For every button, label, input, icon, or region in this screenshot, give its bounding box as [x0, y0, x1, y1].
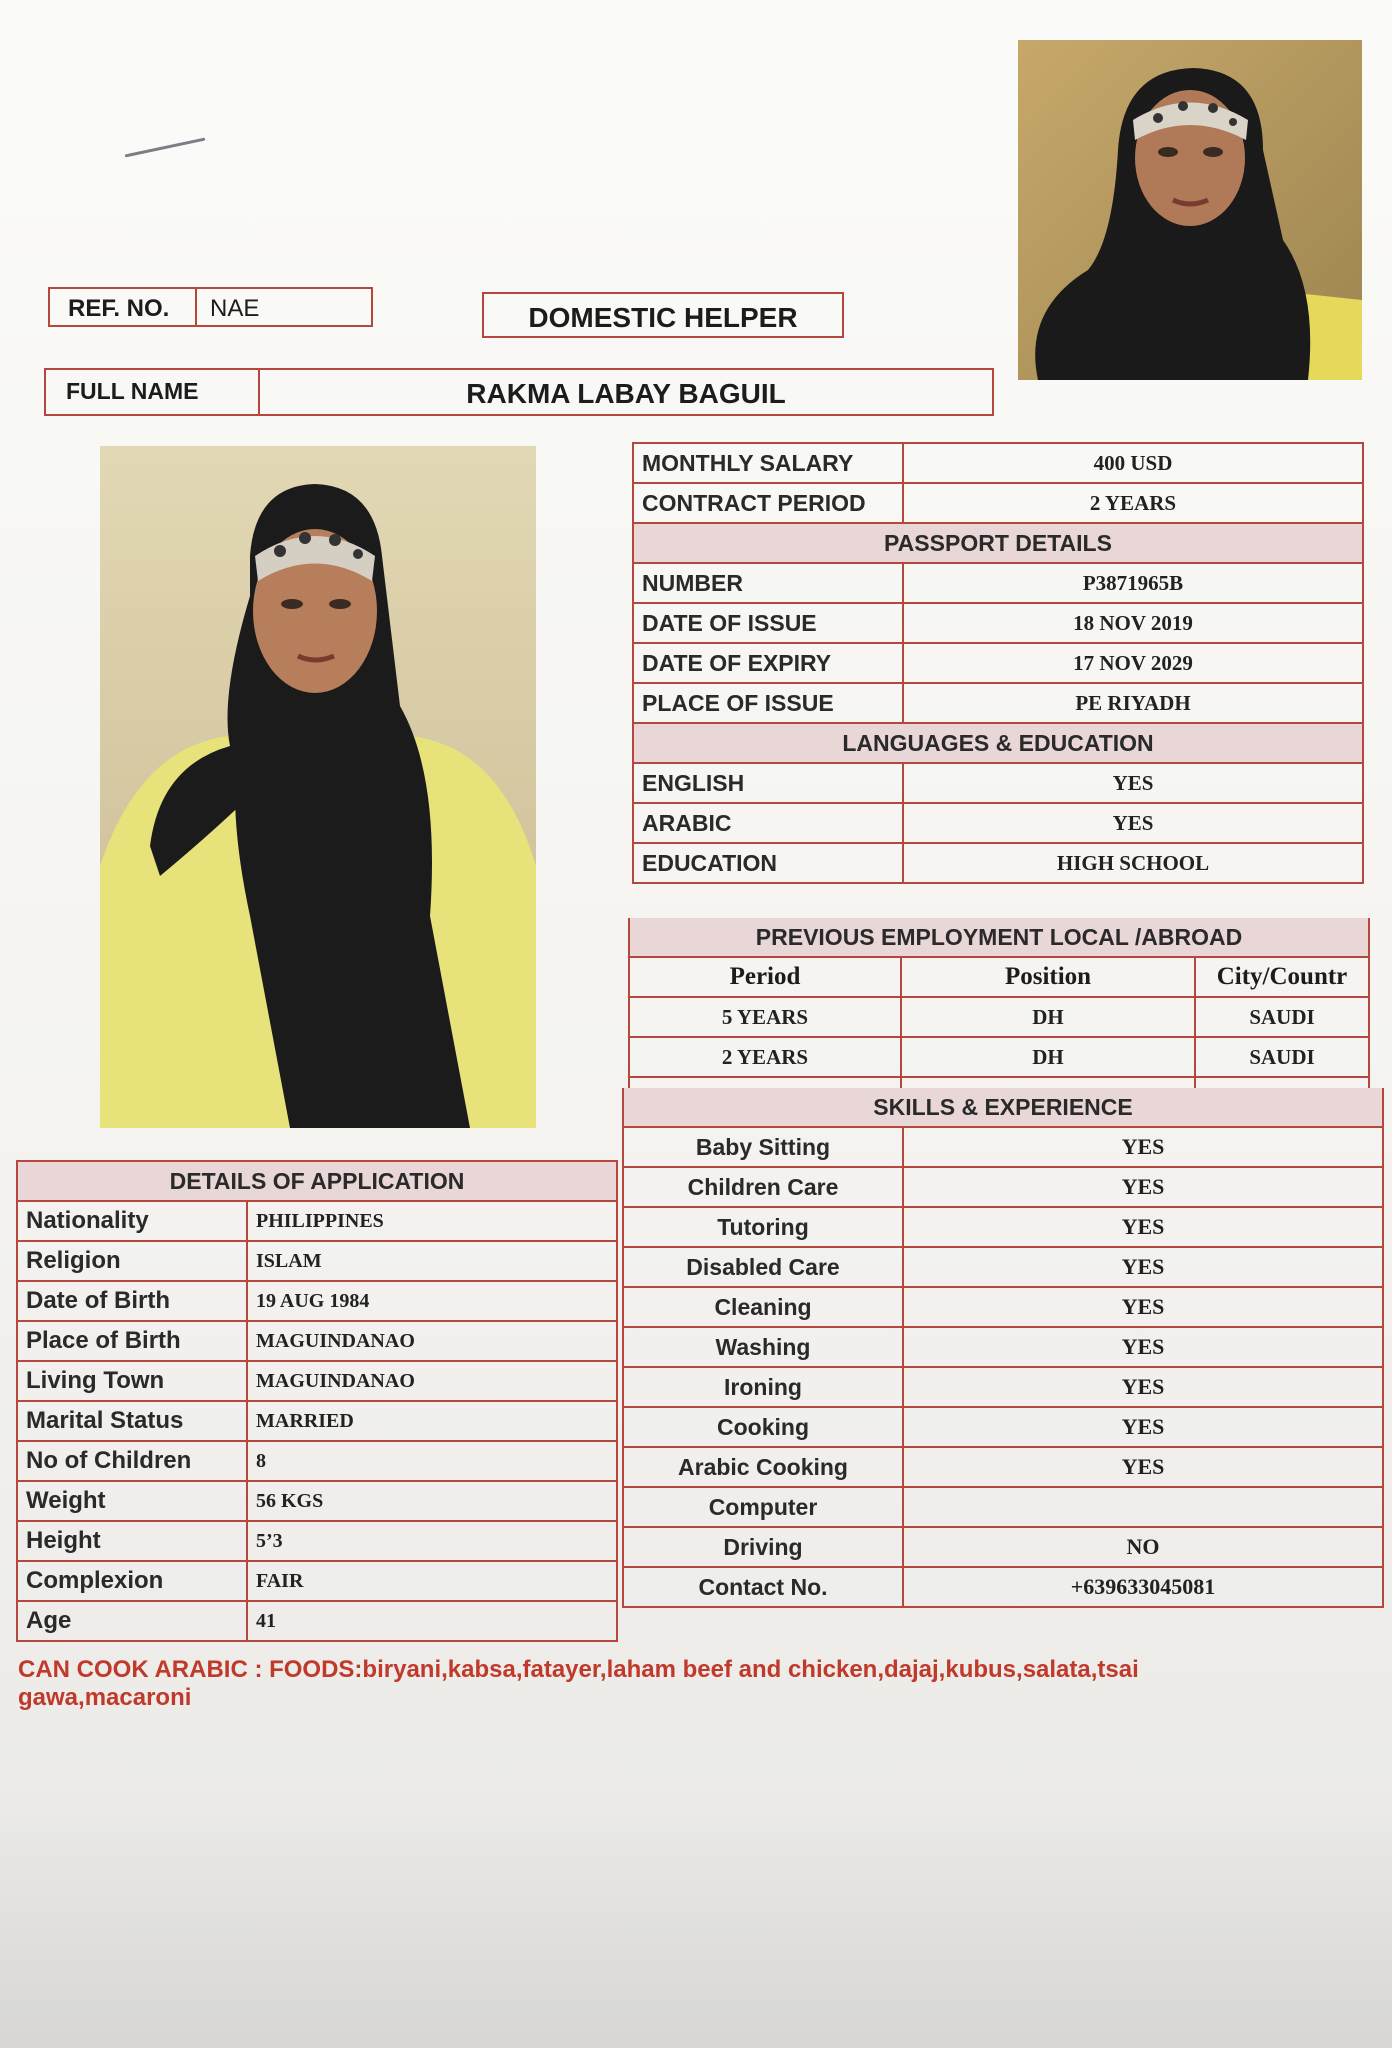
table-row	[623, 1487, 1383, 1527]
section-row	[633, 523, 1363, 563]
full-name-value: RAKMA LABAY BAGUIL	[466, 378, 786, 409]
page-shadow	[0, 1788, 1392, 2048]
table-row	[17, 1561, 617, 1601]
table-row	[633, 483, 1363, 523]
detail-label: Height	[17, 1521, 247, 1561]
detail-value: 5’3	[247, 1521, 617, 1561]
document-title: DOMESTIC HELPER	[528, 302, 798, 333]
skill-label: Ironing	[623, 1367, 903, 1407]
header-row	[629, 957, 1369, 997]
skill-label: Baby Sitting	[623, 1127, 903, 1167]
portrait-photo	[1018, 40, 1362, 380]
table-row	[17, 1521, 617, 1561]
ref-no-value: NAE	[210, 295, 260, 322]
section-row	[629, 918, 1369, 957]
table-row	[623, 1287, 1383, 1327]
skill-label: Cooking	[623, 1407, 903, 1447]
contract-period-label: CONTRACT PERIOD	[633, 483, 903, 523]
detail-value: 8	[247, 1441, 617, 1481]
arabic-value: YES	[903, 803, 1363, 843]
table-row	[623, 1527, 1383, 1567]
skill-label: Computer	[623, 1487, 903, 1527]
table-row	[623, 1567, 1383, 1607]
skill-label: Children Care	[623, 1167, 903, 1207]
contact-value: +639633045081	[903, 1567, 1383, 1607]
detail-label: Date of Birth	[17, 1281, 247, 1321]
skills-table	[622, 1088, 1384, 1608]
skill-value: YES	[903, 1207, 1383, 1247]
english-value: YES	[903, 763, 1363, 803]
table-row	[17, 1201, 617, 1241]
column-header-position: Position	[901, 957, 1195, 997]
full-body-photo	[100, 446, 536, 1128]
skill-label: Tutoring	[623, 1207, 903, 1247]
education-value: HIGH SCHOOL	[903, 843, 1363, 883]
detail-value: MARRIED	[247, 1401, 617, 1441]
table-row	[633, 563, 1363, 603]
city-cell: SAUDI	[1195, 997, 1369, 1037]
detail-label: Religion	[17, 1241, 247, 1281]
monthly-salary-value: 400 USD	[903, 443, 1363, 483]
passport-heading: PASSPORT DETAILS	[633, 523, 1363, 563]
english-label: ENGLISH	[633, 763, 903, 803]
table-row	[623, 1367, 1383, 1407]
document-title-box	[482, 292, 844, 338]
detail-value: ISLAM	[247, 1241, 617, 1281]
full-name-box	[44, 368, 994, 416]
table-row	[17, 1361, 617, 1401]
skill-value: YES	[903, 1127, 1383, 1167]
detail-value: MAGUINDANAO	[247, 1321, 617, 1361]
table-row	[629, 997, 1369, 1037]
skill-label: Disabled Care	[623, 1247, 903, 1287]
table-row	[633, 603, 1363, 643]
date-of-expiry-value: 17 NOV 2029	[903, 643, 1363, 683]
detail-label: Complexion	[17, 1561, 247, 1601]
table-row	[17, 1441, 617, 1481]
skill-value: YES	[903, 1287, 1383, 1327]
detail-label: No of Children	[17, 1441, 247, 1481]
period-cell: 2 YEARS	[629, 1037, 901, 1077]
detail-label: Place of Birth	[17, 1321, 247, 1361]
skill-value: YES	[903, 1367, 1383, 1407]
detail-label: Living Town	[17, 1361, 247, 1401]
skill-value: YES	[903, 1327, 1383, 1367]
position-cell: DH	[901, 997, 1195, 1037]
column-header-period: Period	[629, 957, 901, 997]
city-cell: SAUDI	[1195, 1037, 1369, 1077]
table-row	[623, 1207, 1383, 1247]
application-heading: DETAILS OF APPLICATION	[17, 1161, 617, 1201]
skill-value: YES	[903, 1407, 1383, 1447]
table-row	[633, 763, 1363, 803]
skill-label: Cleaning	[623, 1287, 903, 1327]
education-label: EDUCATION	[633, 843, 903, 883]
section-row	[633, 723, 1363, 763]
table-row	[633, 843, 1363, 883]
column-header-city: City/Countr	[1195, 957, 1369, 997]
table-row	[623, 1407, 1383, 1447]
table-row	[633, 803, 1363, 843]
table-row	[633, 683, 1363, 723]
skill-value: YES	[903, 1247, 1383, 1287]
table-row	[623, 1247, 1383, 1287]
section-row	[17, 1161, 617, 1201]
arabic-label: ARABIC	[633, 803, 903, 843]
table-row	[629, 1037, 1369, 1077]
skill-label: Washing	[623, 1327, 903, 1367]
table-row	[17, 1281, 617, 1321]
table-row	[623, 1167, 1383, 1207]
detail-value: 19 AUG 1984	[247, 1281, 617, 1321]
date-of-issue-value: 18 NOV 2019	[903, 603, 1363, 643]
skill-label: Driving	[623, 1527, 903, 1567]
detail-value: 41	[247, 1601, 617, 1641]
table-row	[17, 1481, 617, 1521]
detail-label: Marital Status	[17, 1401, 247, 1441]
position-cell: DH	[901, 1037, 1195, 1077]
table-row	[623, 1447, 1383, 1487]
ref-no-box	[48, 287, 373, 327]
cooking-note: CAN COOK ARABIC : FOODS:biryani,kabsa,fatayer,laham beef and chicken,dajaj,kubus,salata,tsai gawa,macaroni	[18, 1656, 1139, 1711]
passport-number-value: P3871965B	[903, 563, 1363, 603]
divider	[195, 289, 197, 325]
detail-value: FAIR	[247, 1561, 617, 1601]
full-name-label: FULL NAME	[66, 378, 199, 404]
section-row	[623, 1088, 1383, 1127]
table-row	[17, 1401, 617, 1441]
table-row	[17, 1241, 617, 1281]
skill-value	[903, 1487, 1383, 1527]
detail-label: Nationality	[17, 1201, 247, 1241]
contact-label: Contact No.	[623, 1567, 903, 1607]
detail-value: 56 KGS	[247, 1481, 617, 1521]
languages-heading: LANGUAGES & EDUCATION	[633, 723, 1363, 763]
date-of-issue-label: DATE OF ISSUE	[633, 603, 903, 643]
employment-heading: PREVIOUS EMPLOYMENT LOCAL /ABROAD	[629, 918, 1369, 957]
detail-label: Weight	[17, 1481, 247, 1521]
contract-passport-table	[632, 442, 1364, 884]
application-details-table	[16, 1160, 618, 1642]
skill-value: YES	[903, 1167, 1383, 1207]
table-row	[17, 1601, 617, 1641]
date-of-expiry-label: DATE OF EXPIRY	[633, 643, 903, 683]
table-row	[633, 643, 1363, 683]
table-row	[633, 443, 1363, 483]
period-cell: 5 YEARS	[629, 997, 901, 1037]
contract-period-value: 2 YEARS	[903, 483, 1363, 523]
detail-label: Age	[17, 1601, 247, 1641]
skill-label: Arabic Cooking	[623, 1447, 903, 1487]
ref-no-label: REF. NO.	[68, 295, 170, 322]
detail-value: PHILIPPINES	[247, 1201, 617, 1241]
place-of-issue-value: PE RIYADH	[903, 683, 1363, 723]
monthly-salary-label: MONTHLY SALARY	[633, 443, 903, 483]
passport-number-label: NUMBER	[633, 563, 903, 603]
place-of-issue-label: PLACE OF ISSUE	[633, 683, 903, 723]
table-row	[623, 1327, 1383, 1367]
detail-value: MAGUINDANAO	[247, 1361, 617, 1401]
skills-heading: SKILLS & EXPERIENCE	[623, 1088, 1383, 1127]
skill-value: YES	[903, 1447, 1383, 1487]
table-row	[17, 1321, 617, 1361]
table-row	[623, 1127, 1383, 1167]
skill-value: NO	[903, 1527, 1383, 1567]
